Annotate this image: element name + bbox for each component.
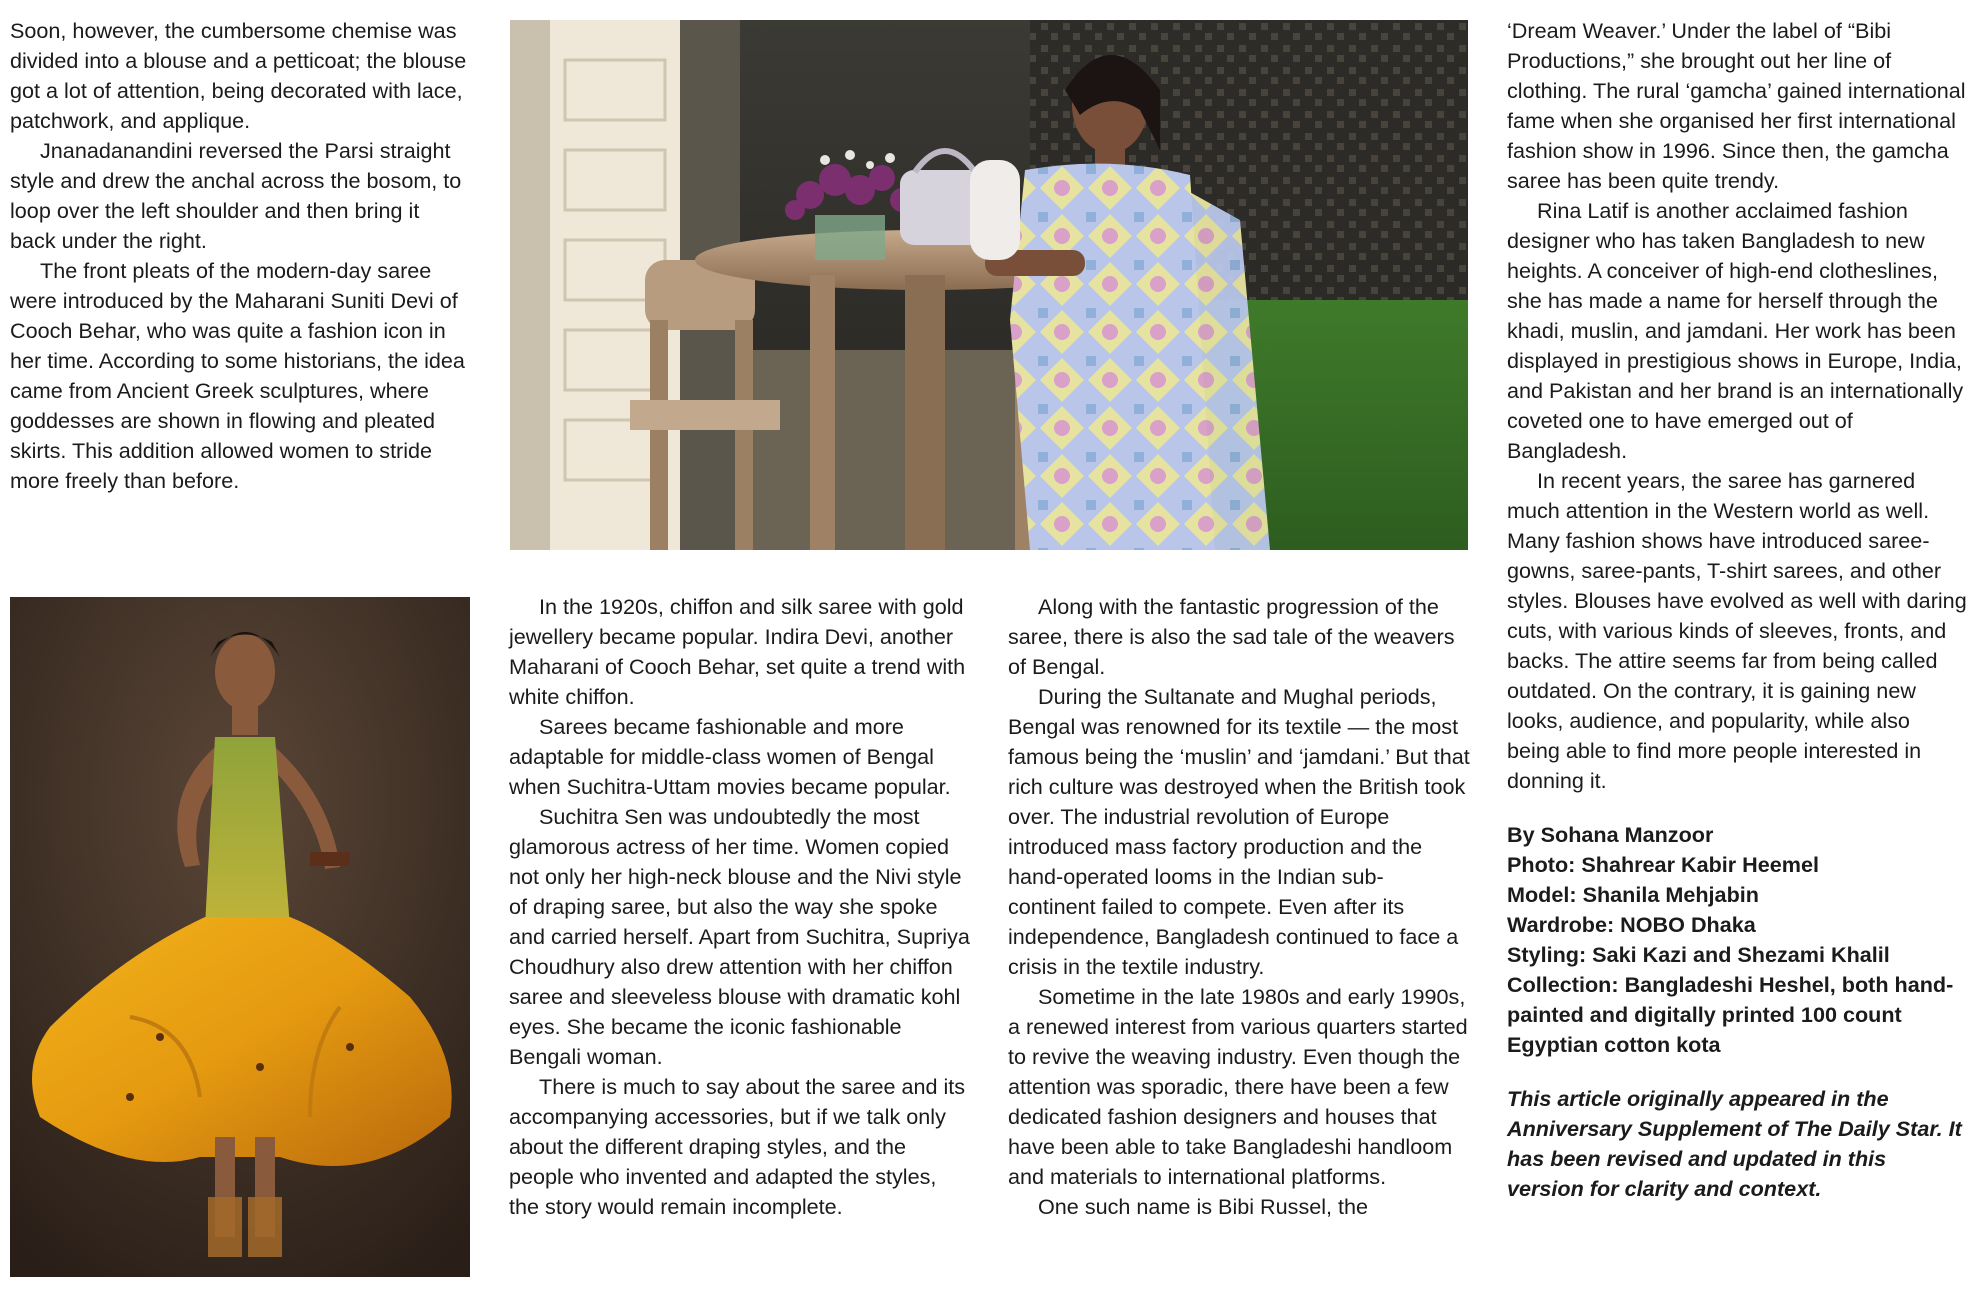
paragraph: ‘Dream Weaver.’ Under the label of “Bibi Productions,” she brought out her line of clothing. The rural ‘gamcha’ gained international fame when she organised her first international fashion show in 1996. Since then, the gamcha saree has been quite trendy. bbox=[1507, 18, 1966, 193]
article-column-3 bbox=[1008, 592, 1470, 1222]
paragraph: Sarees became fashionable and more adaptable for middle-class women of Bengal when Suchitra-Uttam movies became popular. bbox=[509, 714, 951, 799]
paragraph: In the 1920s, chiffon and silk saree with gold jewellery became popular. Indira Devi, another Maharani of Cooch Behar, set quite a trend with white chiffon. bbox=[509, 594, 966, 709]
photo-woman-at-table bbox=[510, 20, 1468, 550]
byline: By Sohana Manzoor bbox=[1507, 822, 1714, 847]
photo-model-yellow-gown bbox=[10, 597, 470, 1277]
article-column-1 bbox=[10, 16, 470, 496]
article-column-2 bbox=[509, 592, 971, 1222]
paragraph: Soon, however, the cumbersome chemise was divided into a blouse and a petticoat; the blouse got a lot of attention, being decorated with lace, patchwork, and applique. bbox=[10, 18, 467, 133]
paragraph: During the Sultanate and Mughal periods, Bengal was renowned for its textile — the most famous being the ‘muslin’ and ‘jamdani.’ But that rich culture was destroyed when the British took over. The industrial revolution of Europe introduced mass factory production and the hand-operated looms in the Indian sub-continent failed to compete. Even after its independence, Bangladesh continued to face a crisis in the textile industry. bbox=[1008, 684, 1470, 979]
paragraph: Sometime in the late 1980s and early 1990s, a renewed interest from various quarters started to revive the weaving industry. Even though the attention was sporadic, there have been a few dedicated fashion designers and houses that have been able to take Bangladeshi handloom and materials to international platforms. bbox=[1008, 984, 1468, 1189]
paragraph: Suchitra Sen was undoubtedly the most glamorous actress of her time. Women copied not only her high-neck blouse and the Nivi style of draping saree, but also the way she spoke and carried herself. Apart from Suchitra, Supriya Choudhury also drew attention with her chiffon saree and sleeveless blouse with dramatic kohl eyes. She became the iconic fashionable Bengali woman. bbox=[509, 804, 970, 1069]
paragraph: There is much to say about the saree and its accompanying accessories, but if we talk only about the different draping styles, and the people who invented and adapted the styles, the story would remain incomplete. bbox=[509, 1074, 966, 1219]
paragraph: One such name is Bibi Russel, the bbox=[1038, 1194, 1369, 1219]
model-credit: Model: Shanila Mehjabin bbox=[1507, 882, 1759, 907]
paragraph: The front pleats of the modern-day saree were introduced by the Maharani Suniti Devi of Cooch Behar, who was quite a fashion icon in her time. According to some historians, the idea came from Ancient Greek sculptures, where goddesses are shown in flowing and pleated skirts. This addition allowed women to stride more freely than before. bbox=[10, 258, 465, 493]
paragraph: Rina Latif is another acclaimed fashion designer who has taken Bangladesh to new heights. A conceiver of high-end clotheslines, she has made a name for herself through the khadi, muslin, and jamdani. Her work has been displayed in prestigious shows in Europe, India, and Pakistan and her brand is an internationally coveted one to have emerged out of Bangladesh. bbox=[1507, 198, 1964, 463]
paragraph: Jnanadanandini reversed the Parsi straight style and drew the anchal across the bosom, to loop over the left shoulder and then bring it back under the right. bbox=[10, 138, 462, 253]
article-column-4 bbox=[1507, 16, 1967, 1204]
publication-note: This article originally appeared in the Anniversary Supplement of The Daily Star. It has been revised and updated in this version for clarity and context. bbox=[1507, 1086, 1962, 1201]
wardrobe-credit: Wardrobe: NOBO Dhaka bbox=[1507, 912, 1756, 937]
credits bbox=[1507, 820, 1967, 1060]
collection-credit: Collection: Bangladeshi Heshel, both hand-painted and digitally printed 100 count Egyptian cotton kota bbox=[1507, 972, 1954, 1057]
photo-credit: Photo: Shahrear Kabir Heemel bbox=[1507, 852, 1819, 877]
styling-credit: Styling: Saki Kazi and Shezami Khalil bbox=[1507, 942, 1890, 967]
paragraph: Along with the fantastic progression of the saree, there is also the sad tale of the weavers of Bengal. bbox=[1008, 594, 1455, 679]
paragraph: In recent years, the saree has garnered much attention in the Western world as well. Many fashion shows have introduced saree-gowns, saree-pants, T-shirt sarees, and other styles. Blouses have evolved as well with daring cuts, with various kinds of sleeves, fronts, and backs. The attire seems far from being called outdated. On the contrary, it is gaining new looks, audience, and popularity, while also being able to find more people interested in donning it. bbox=[1507, 468, 1967, 793]
